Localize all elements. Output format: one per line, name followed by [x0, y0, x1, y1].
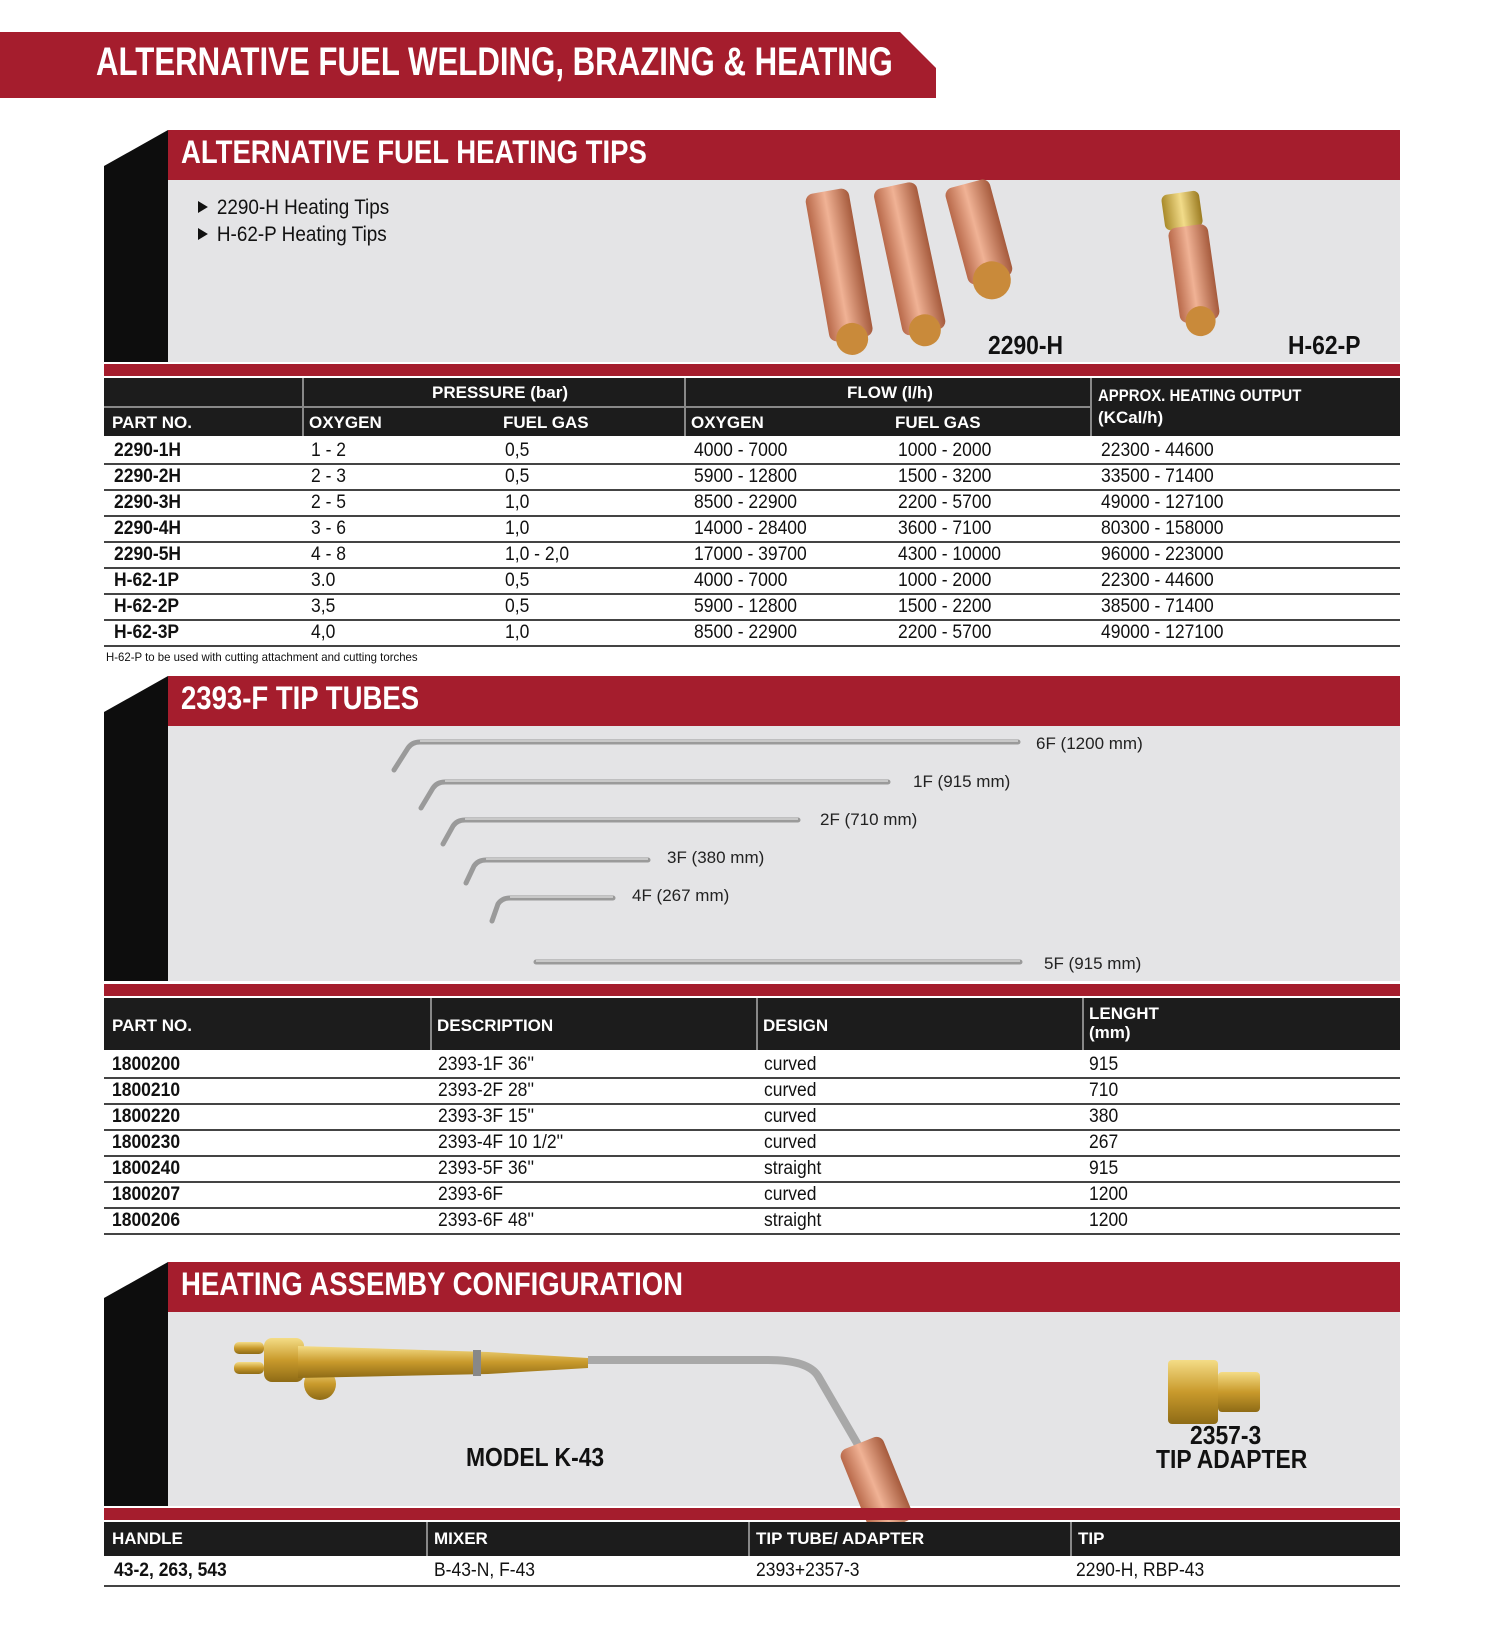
table-cell: 3,5: [311, 596, 336, 617]
bullet-item: 2290-H Heating Tips: [198, 196, 389, 220]
table-cell: 2290-1H: [114, 440, 182, 461]
header-handle: HANDLE: [112, 1529, 183, 1548]
table-cell: 4000 - 7000: [694, 440, 788, 461]
table-cell: 1500 - 3200: [898, 466, 992, 487]
table-cell: 1,0: [505, 518, 530, 539]
col-divider: [1070, 1522, 1072, 1556]
tube-3f: [466, 860, 648, 883]
table-cell: 8500 - 22900: [694, 622, 798, 643]
header-length-unit: (mm): [1089, 1023, 1131, 1042]
table-cell: 3600 - 7100: [898, 518, 992, 539]
red-divider: [104, 984, 1400, 996]
table-cell: 2393-2F 28'': [438, 1080, 535, 1101]
row-divider: [104, 567, 1400, 569]
table-cell: 17000 - 39700: [694, 544, 807, 565]
table-cell: 2290-3H: [114, 492, 182, 513]
table-cell: curved: [764, 1106, 817, 1127]
col-divider: [426, 1522, 428, 1556]
table-cell: 1800207: [112, 1184, 181, 1205]
header-pressure: PRESSURE (bar): [432, 383, 569, 402]
table-cell: curved: [764, 1132, 817, 1153]
table-cell: 710: [1089, 1080, 1119, 1101]
header-part-no: PART NO.: [112, 1016, 192, 1035]
col-divider: [1090, 378, 1092, 436]
table-cell: 380: [1089, 1106, 1119, 1127]
row-divider: [104, 619, 1400, 621]
triangle-bullet-icon: [198, 228, 208, 240]
table-cell: 1,0: [505, 622, 530, 643]
row-divider: [104, 1207, 1400, 1209]
table-cell: 0,5: [505, 596, 530, 617]
model-label: MODEL K-43: [466, 1442, 605, 1472]
row-divider: [104, 1103, 1400, 1105]
table-cell: straight: [764, 1210, 822, 1231]
table-cell: 43-2, 263, 543: [114, 1560, 227, 1581]
table-cell: 0,5: [505, 440, 530, 461]
table-cell: 2393-5F 36'': [438, 1158, 535, 1179]
copper-tip-2: [873, 181, 950, 351]
table-cell: 1,0 - 2,0: [505, 544, 570, 565]
header-output: APPROX. HEATING OUTPUT: [1098, 386, 1302, 405]
header-divider: [302, 406, 1090, 408]
row-divider: [104, 1233, 1400, 1235]
tube-4f: [492, 898, 613, 921]
row-divider: [104, 1077, 1400, 1079]
table-cell: 1000 - 2000: [898, 570, 992, 591]
table-cell: 2290-5H: [114, 544, 182, 565]
table-cell: 2393-6F 48'': [438, 1210, 535, 1231]
table-cell: 267: [1089, 1132, 1119, 1153]
table-cell: 1200: [1089, 1210, 1128, 1231]
row-divider: [104, 1585, 1400, 1587]
table-cell: H-62-1P: [114, 570, 180, 591]
footnote-clip: [106, 648, 606, 664]
table-cell: 8500 - 22900: [694, 492, 798, 513]
product-label: 2290-H: [988, 330, 1064, 360]
table-cell: 2290-H, RBP-43: [1076, 1560, 1205, 1581]
product-label: H-62-P: [1288, 330, 1361, 360]
table-cell: 0,5: [505, 466, 530, 487]
header-divider: [104, 406, 302, 408]
row-divider: [104, 463, 1400, 465]
section-title: ALTERNATIVE FUEL HEATING TIPS: [181, 134, 647, 170]
table-cell: 2393+2357-3: [756, 1560, 860, 1581]
adapter-code: 2357-3: [1190, 1420, 1262, 1450]
table-cell: 1800206: [112, 1210, 181, 1231]
table-cell: 4000 - 7000: [694, 570, 788, 591]
tube-1f: [421, 782, 888, 808]
tube-label: 4F (267 mm): [632, 886, 730, 905]
col-divider: [756, 998, 758, 1050]
table-cell: 5900 - 12800: [694, 596, 798, 617]
torch-assembly-image: [168, 1312, 1400, 1506]
table-cell: 22300 - 44600: [1101, 570, 1214, 591]
table-cell: 1 - 2: [311, 440, 346, 461]
header-part-no: PART NO.: [112, 413, 192, 432]
table-cell: 2290-2H: [114, 466, 182, 487]
table-cell: 1200: [1089, 1184, 1128, 1205]
table-cell: 4 - 8: [311, 544, 346, 565]
table-cell: 915: [1089, 1158, 1119, 1179]
table-cell: straight: [764, 1158, 822, 1179]
row-divider: [104, 541, 1400, 543]
torch-handle: [234, 1338, 915, 1535]
table-cell: 49000 - 127100: [1101, 492, 1224, 513]
table-cell: curved: [764, 1054, 817, 1075]
tip-adapter: [1168, 1360, 1260, 1424]
triangle-bullet-icon: [198, 201, 208, 213]
table-header: [104, 1522, 1400, 1556]
table-cell: 96000 - 223000: [1101, 544, 1224, 565]
table-cell: 1,0: [505, 492, 530, 513]
table-header: [104, 998, 1400, 1050]
tube-label: 1F (915 mm): [913, 772, 1011, 791]
tube-label: 6F (1200 mm): [1036, 734, 1143, 753]
red-divider: [104, 1508, 1400, 1520]
table-cell: 1800230: [112, 1132, 181, 1153]
table-cell: 915: [1089, 1054, 1119, 1075]
row-divider: [104, 1155, 1400, 1157]
table-cell: 2200 - 5700: [898, 492, 992, 513]
row-divider: [104, 1181, 1400, 1183]
table-cell: 2 - 3: [311, 466, 346, 487]
table-cell: B-43-N, F-43: [434, 1560, 536, 1581]
row-divider: [104, 489, 1400, 491]
header-flow: FLOW (l/h): [847, 383, 933, 402]
page-title: ALTERNATIVE FUEL WELDING, BRAZING & HEATING: [96, 40, 893, 84]
table-cell: curved: [764, 1080, 817, 1101]
bullet-item: H-62-P Heating Tips: [198, 223, 387, 247]
col-divider: [748, 1522, 750, 1556]
tip-tubes-image: [168, 726, 1400, 981]
tube-label: 5F (915 mm): [1044, 954, 1142, 973]
table-cell: 2290-4H: [114, 518, 182, 539]
row-divider: [104, 1129, 1400, 1131]
table-cell: H-62-3P: [114, 622, 180, 643]
table-footnote: H-62-P to be used with cutting attachment and cutting torches: [106, 650, 418, 664]
table-cell: 1500 - 2200: [898, 596, 992, 617]
row-divider: [104, 515, 1400, 517]
table-cell: 1800240: [112, 1158, 181, 1179]
table-cell: 1800210: [112, 1080, 181, 1101]
table-cell: 4300 - 10000: [898, 544, 1002, 565]
table-cell: 2393-3F 15'': [438, 1106, 535, 1127]
table-cell: 14000 - 28400: [694, 518, 807, 539]
table-cell: 2200 - 5700: [898, 622, 992, 643]
header-oxygen-pressure: OXYGEN: [309, 413, 382, 432]
table-cell: 2393-1F 36'': [438, 1054, 535, 1075]
table-cell: 33500 - 71400: [1101, 466, 1214, 487]
tube-6f: [394, 742, 1018, 770]
table-cell: 1800220: [112, 1106, 181, 1127]
tube-2f: [443, 820, 798, 844]
table-cell: 80300 - 158000: [1101, 518, 1224, 539]
header-fuel-pressure: FUEL GAS: [503, 413, 589, 432]
col-divider: [430, 998, 432, 1050]
header-oxygen-flow: OXYGEN: [691, 413, 764, 432]
header-tip-tube: TIP TUBE/ ADAPTER: [756, 1529, 925, 1548]
table-cell: H-62-2P: [114, 596, 180, 617]
header-description: DESCRIPTION: [437, 1016, 554, 1035]
table-cell: 3.0: [311, 570, 336, 591]
row-divider: [104, 645, 1400, 647]
section-title: 2393-F TIP TUBES: [181, 680, 420, 716]
header-fuel-flow: FUEL GAS: [895, 413, 981, 432]
section-title: HEATING ASSEMBY CONFIGURATION: [181, 1266, 683, 1302]
copper-tip-1: [804, 187, 876, 358]
adapter-label: TIP ADAPTER: [1156, 1444, 1308, 1474]
table-cell: 22300 - 44600: [1101, 440, 1214, 461]
tube-label: 2F (710 mm): [820, 810, 918, 829]
col-divider: [1082, 998, 1084, 1050]
table-cell: 1000 - 2000: [898, 440, 992, 461]
row-divider: [104, 593, 1400, 595]
table-cell: 2393-4F 10 1/2'': [438, 1132, 564, 1153]
table-cell: 1800200: [112, 1054, 181, 1075]
tube-label: 3F (380 mm): [667, 848, 765, 867]
table-cell: 4,0: [311, 622, 336, 643]
table-cell: 3 - 6: [311, 518, 346, 539]
header-tip: TIP: [1078, 1529, 1105, 1548]
table-cell: 49000 - 127100: [1101, 622, 1224, 643]
copper-tip-3: [944, 178, 1019, 305]
table-cell: 38500 - 71400: [1101, 596, 1214, 617]
header-length: LENGHT: [1089, 1004, 1159, 1023]
table-cell: 0,5: [505, 570, 530, 591]
header-mixer: MIXER: [434, 1529, 488, 1548]
table-cell: 2 - 5: [311, 492, 346, 513]
h62p-tip: [1161, 190, 1223, 339]
red-divider: [104, 364, 1400, 376]
table-cell: 5900 - 12800: [694, 466, 798, 487]
header-design: DESIGN: [763, 1016, 829, 1035]
table-cell: curved: [764, 1184, 817, 1205]
header-output-unit: (KCal/h): [1098, 408, 1164, 427]
table-cell: 2393-6F: [438, 1184, 504, 1205]
heating-tips-image: [800, 180, 1360, 362]
